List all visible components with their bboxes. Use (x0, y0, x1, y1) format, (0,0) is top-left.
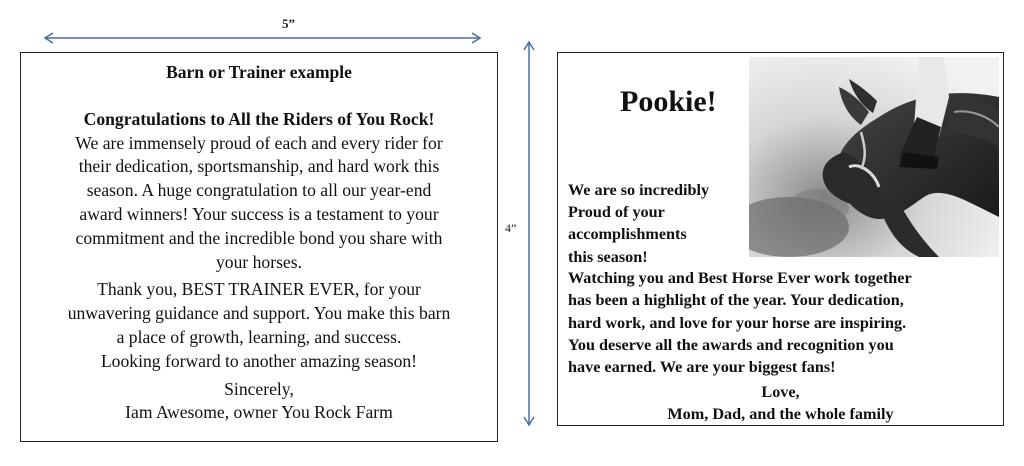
text-line: accomplishments (568, 225, 687, 244)
text-line: hard work, and love for your horse are inspiring. (568, 313, 907, 332)
signature: Mom, Dad, and the whole family (667, 405, 894, 424)
text-line: You deserve all the awards and recognition you (568, 335, 894, 354)
closing: Sincerely, (224, 378, 294, 399)
text-line: Watching you and Best Horse Ever work together (568, 269, 912, 287)
height-label: 4” (505, 221, 517, 235)
text-line: We are immensely proud of each and every rider for (75, 132, 443, 153)
horse-rider-photo-icon (749, 57, 999, 257)
message-body (568, 267, 998, 378)
width-label: 5” (282, 16, 295, 31)
paragraph-1 (21, 132, 497, 275)
text-line: their dedication, sportsmanship, and hard work this (78, 156, 440, 177)
text-line: your horses. (215, 251, 302, 272)
text-line: a place of growth, learning, and success. (116, 326, 402, 347)
card-headline: Congratulations to All the Riders of You Rock! (83, 108, 435, 129)
card-title: Barn or Trainer example (166, 62, 352, 82)
text-line: Thank you, BEST TRAINER EVER, for your (97, 279, 421, 300)
text-line: commitment and the incredible bond you share with (75, 227, 443, 248)
paragraph-2 (21, 278, 497, 373)
recipient-name: Pookie! (620, 85, 717, 118)
trainer-card (20, 52, 498, 442)
intro-text (568, 179, 709, 268)
signoff (558, 381, 1003, 426)
closing: Love, (761, 383, 800, 401)
text-line: award winners! Your success is a testament to your (79, 203, 439, 224)
text-line: this season! (568, 247, 648, 266)
text-line: unwavering guidance and support. You make this barn (67, 303, 451, 324)
text-line: season. A huge congratulation to all our year-end (86, 180, 432, 201)
text-line: have earned. We are your biggest fans! (568, 358, 836, 377)
family-card (557, 52, 1004, 426)
text-line: Looking forward to another amazing season! (100, 350, 418, 371)
signature: Iam Awesome, owner You Rock Farm (125, 402, 393, 423)
text-line: has been a highlight of the year. Your dedication, (568, 291, 904, 310)
text-line: Proud of your (568, 203, 665, 222)
text-line: We are so incredibly (568, 181, 710, 199)
